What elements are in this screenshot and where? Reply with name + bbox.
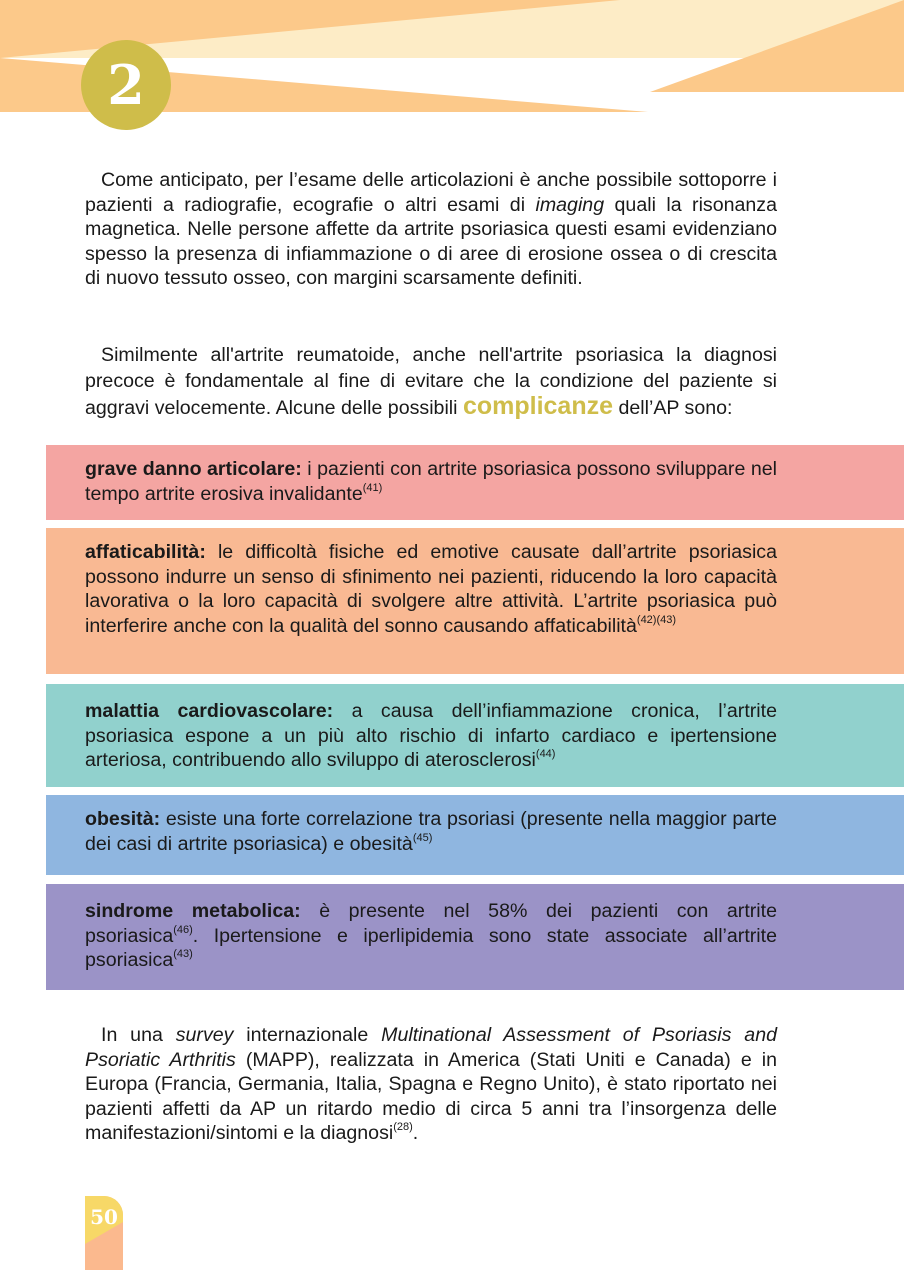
complication-box-cardiovascular: malattia cardiovascolare: a causa dell’infiammazione cronica, l’artrite psoriasica espone a un più alto rischio di infarto cardiaco e ipertensione arteriosa, contribuendo allo sviluppo di aterosclerosi$^{(44)}$ [46, 684, 904, 787]
intro-paragraph: Come anticipato, per l’esame delle articolazioni è anche possibile sottoporre i pazienti a radiografie, ecografie o altri esami di imaging quali la risonanza magnetica. Nelle persone affette da artrite psoriasica questi esami evidenziano spesso la presenza di infiammazione o di aree di erosione ossea o di crescita di nuovo tessuto osseo, con margini scarsamente definiti. [85, 169, 777, 289]
complications-intro-paragraph: Similmente all'artrite reumatoide, anche nell'artrite psoriasica la diagnosi precoce è fondamentale al fine di evitare che la condizione del paziente si aggravi velocemente. Alcune delle possibili complicanze dell’AP sono: [85, 344, 777, 420]
complication-box-joint-damage: grave danno articolare: i pazienti con artrite psoriasica possono sviluppare nel tempo artrite erosiva invalidante$^{(41)}$ [46, 445, 904, 520]
complication-box-fatigue: affaticabilità: le difficoltà fisiche ed emotive causate dall’artrite psoriasica possono indurre un senso di sfinimento nei pazienti, riducendo la loro capacità lavorativa o la loro capacità di svolgere altre attività. L’artrite psoriasica può interferire anche con la qualità del sonno causando affaticabilità$^{(42)(43)}$ [46, 528, 904, 674]
mapp-survey-paragraph: In una survey internazionale Multinational Assessment of Psoriasis and Psoriatic Arthritis (MAPP), realizzata in America (Stati Uniti e Canada) e in Europa (Francia, Germania, Italia, Spagna e Regno Unito), è stato riportato nei pazienti affetti da AP un ritardo medio di circa 5 anni tra l’insorgenza delle manifestazioni/sintomi e la diagnosi$^{(28)}$. [85, 1024, 777, 1144]
complication-box-obesity: obesità: esiste una forte correlazione tra psoriasi (presente nella maggior parte dei casi di artrite psoriasica) e obesità$^{(45)}$ [46, 795, 904, 875]
complicanze-highlight: complicanze [462, 392, 614, 420]
complication-box-metabolic-syndrome: sindrome metabolica: è presente nel 58% dei pazienti con artrite psoriasica$^{(46)}$. Ipertensione e iperlipidemia sono state associate all’artrite psoriasica$^{(43)}$ [46, 884, 904, 990]
chapter-number-badge: 2 [81, 40, 171, 130]
page-number: 50 [90, 1205, 118, 1229]
